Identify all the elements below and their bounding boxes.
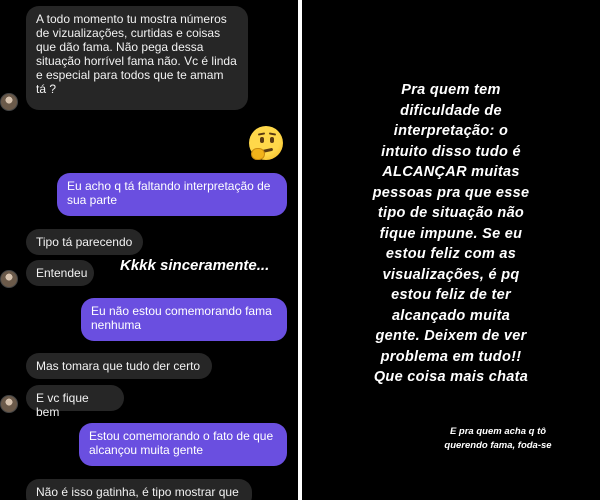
story-screenshot	[302, 0, 600, 500]
message-bubble-received: Não é isso gatinha, é tipo mostrar que	[26, 479, 252, 500]
message-bubble-received: Entendeu	[26, 260, 94, 286]
overlay-caption: Kkkk sinceramente...	[120, 257, 270, 274]
message-bubble-received: Mas tomara que tudo der certo	[26, 353, 212, 379]
avatar	[0, 93, 18, 111]
story-main-text: Pra quem tem dificuldade de interpretação: o intuito disso tudo é ALCANÇAR muitas pessoas pra que esse tipo de situação não fique impune. Se eu estou feliz com as visualizações, é pq estou feliz de ter alcançado muita gente. Deixem de ver problema em tudo!! Que coisa mais chata	[372, 82, 530, 385]
message-bubble-received: Tipo tá parecendo	[26, 229, 143, 255]
story-footnote-text: E pra quem acha q tô querendo fama, foda-se	[444, 426, 552, 451]
chat-screenshot	[0, 0, 298, 500]
message-bubble-sent: Estou comemorando o fato de que alcançou muita gente	[79, 423, 287, 466]
message-bubble-sent: Eu não estou comemorando fama nenhuma	[81, 298, 287, 341]
message-bubble-received: A todo momento tu mostra números de vizualizações, curtidas e coisas que dão fama. Não pega dessa situação horrível fama não. Vc é linda e especial para todos que te amam tá ?	[26, 6, 248, 110]
message-bubble-received: E vc fique bem	[26, 385, 124, 411]
message-bubble-sent: Eu acho q tá faltando interpretação de sua parte	[57, 173, 287, 216]
avatar	[0, 395, 18, 413]
thinking-face-icon	[249, 126, 283, 160]
avatar	[0, 270, 18, 288]
